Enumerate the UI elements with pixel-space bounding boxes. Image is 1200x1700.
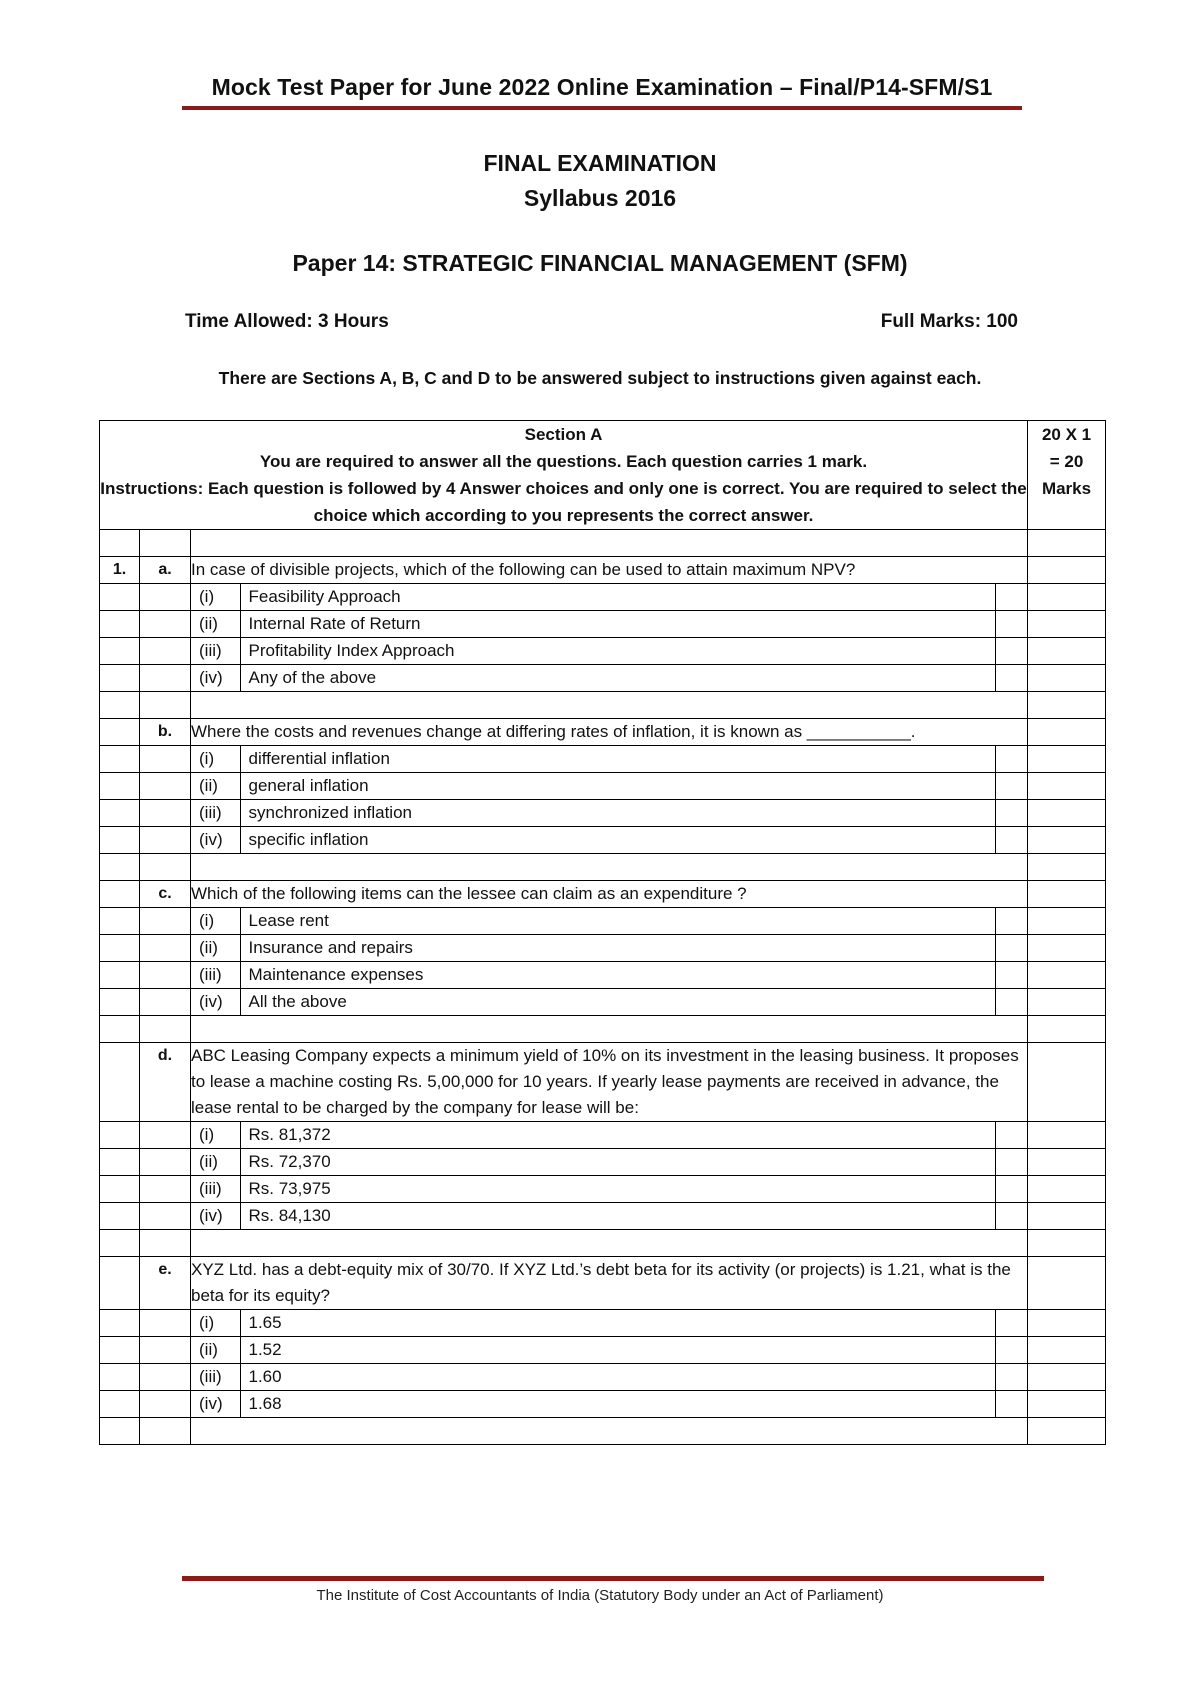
option-row (100, 638, 1106, 665)
option-number: (i) (191, 1310, 240, 1336)
option-table (191, 638, 1027, 664)
empty-cell (140, 989, 191, 1016)
empty-cell (100, 1016, 140, 1043)
option-table (191, 611, 1027, 637)
empty-cell (100, 692, 140, 719)
option-number: (i) (191, 1122, 240, 1148)
section-line-1: You are required to answer all the questions. Each question carries 1 mark. (259, 452, 868, 471)
empty-cell (1028, 692, 1106, 719)
option-text: specific inflation (240, 827, 996, 853)
empty-cell (140, 1122, 191, 1149)
empty-cell (100, 1122, 140, 1149)
option-cell (191, 935, 1028, 962)
question-row (100, 1257, 1106, 1310)
empty-cell (100, 989, 140, 1016)
option-text: Insurance and repairs (240, 935, 996, 961)
question-row (100, 881, 1106, 908)
option-cell (191, 746, 1028, 773)
questions-body (100, 557, 1106, 1445)
option-row (100, 935, 1106, 962)
spacer-row (100, 1418, 1106, 1445)
empty-cell (100, 908, 140, 935)
option-table (191, 1364, 1027, 1390)
option-answer-box (996, 1122, 1028, 1148)
option-number: (iv) (191, 1203, 240, 1229)
option-table (191, 584, 1027, 610)
option-inner-row (191, 1337, 1027, 1363)
marks-cell (1028, 1043, 1106, 1122)
spacer-row (100, 1230, 1106, 1257)
question-row (100, 1043, 1106, 1122)
option-row (100, 1391, 1106, 1418)
option-inner-row (191, 584, 1027, 610)
empty-cell (140, 665, 191, 692)
empty-cell (140, 692, 191, 719)
option-row (100, 827, 1106, 854)
option-text: synchronized inflation (240, 800, 996, 826)
empty-cell (140, 1203, 191, 1230)
option-table (191, 1203, 1027, 1229)
option-table (191, 962, 1027, 988)
empty-cell (140, 584, 191, 611)
empty-cell (100, 773, 140, 800)
option-answer-box (996, 1203, 1028, 1229)
empty-cell (140, 827, 191, 854)
option-cell (191, 1122, 1028, 1149)
option-number: (i) (191, 746, 240, 772)
footer-text: The Institute of Cost Accountants of India (Statutory Body under an Act of Parliament) (316, 1587, 884, 1604)
option-table (191, 800, 1027, 826)
empty-cell (140, 1016, 191, 1043)
option-number: (iii) (191, 962, 240, 988)
marks-line-3: Marks (1041, 479, 1092, 498)
option-cell (191, 1337, 1028, 1364)
option-answer-box (996, 611, 1028, 637)
option-row (100, 1122, 1106, 1149)
empty-cell (140, 1391, 191, 1418)
option-inner-row (191, 746, 1027, 772)
option-text: Internal Rate of Return (240, 611, 996, 637)
option-row (100, 746, 1106, 773)
syllabus-label: Syllabus 2016 (523, 185, 677, 211)
marks-cell (1028, 1310, 1106, 1337)
option-table (191, 773, 1027, 799)
option-text: Feasibility Approach (240, 584, 996, 610)
marks-cell (1028, 1122, 1106, 1149)
option-text: Any of the above (240, 665, 996, 691)
option-number: (iii) (191, 1176, 240, 1202)
option-table (191, 827, 1027, 853)
empty-cell (140, 962, 191, 989)
question-letter: e. (140, 1257, 191, 1310)
empty-cell (100, 854, 140, 881)
question-text: In case of divisible projects, which of the following can be used to attain maximum NPV? (191, 557, 1028, 584)
option-inner-row (191, 800, 1027, 826)
option-answer-box (996, 962, 1028, 988)
marks-cell (1028, 908, 1106, 935)
empty-cell (1028, 1230, 1106, 1257)
option-inner-row (191, 611, 1027, 637)
marks-cell (1028, 1203, 1106, 1230)
option-answer-box (996, 827, 1028, 853)
option-table (191, 935, 1027, 961)
marks-cell (1028, 827, 1106, 854)
option-answer-box (996, 935, 1028, 961)
empty-cell (100, 800, 140, 827)
option-cell (191, 827, 1028, 854)
question-letter: d. (140, 1043, 191, 1122)
marks-cell (1028, 1149, 1106, 1176)
option-number: (iv) (191, 1391, 240, 1417)
option-text: All the above (240, 989, 996, 1015)
empty-cell (100, 1310, 140, 1337)
question-number: 1. (100, 557, 140, 584)
question-letter: a. (140, 557, 191, 584)
option-number: (ii) (191, 611, 240, 637)
option-table (191, 1310, 1027, 1336)
empty-cell (140, 1337, 191, 1364)
empty-cell (140, 854, 191, 881)
option-number: (iv) (191, 989, 240, 1015)
option-row (100, 800, 1106, 827)
option-row (100, 611, 1106, 638)
marks-cell (1028, 665, 1106, 692)
option-text: 1.65 (240, 1310, 996, 1336)
section-instructions (100, 421, 1028, 530)
empty-cell (191, 1418, 1028, 1445)
empty-cell (100, 611, 140, 638)
marks-cell (1028, 638, 1106, 665)
empty-cell (100, 1149, 140, 1176)
option-table (191, 1391, 1027, 1417)
empty-cell (100, 584, 140, 611)
question-number (100, 719, 140, 746)
empty-cell (140, 1230, 191, 1257)
empty-cell (140, 1418, 191, 1445)
paper-title: Paper 14: STRATEGIC FINANCIAL MANAGEMENT (SFM) (292, 250, 908, 276)
option-inner-row (191, 935, 1027, 961)
option-inner-row (191, 827, 1027, 853)
option-inner-row (191, 908, 1027, 934)
option-text: differential inflation (240, 746, 996, 772)
option-number: (iii) (191, 800, 240, 826)
spacer-row (100, 1016, 1106, 1043)
empty-cell (140, 935, 191, 962)
empty-cell (100, 935, 140, 962)
question-number (100, 1257, 140, 1310)
question-text: Where the costs and revenues change at differing rates of inflation, it is known as ___________. (191, 719, 1028, 746)
option-answer-box (996, 1391, 1028, 1417)
marks-cell (1028, 1176, 1106, 1203)
option-table (191, 908, 1027, 934)
option-inner-row (191, 665, 1027, 691)
option-cell (191, 1391, 1028, 1418)
option-row (100, 908, 1106, 935)
option-table (191, 1149, 1027, 1175)
option-cell (191, 584, 1028, 611)
empty-cell (140, 1176, 191, 1203)
option-table (191, 1337, 1027, 1363)
option-answer-box (996, 1310, 1028, 1336)
option-number: (iv) (191, 827, 240, 853)
marks-cell (1028, 584, 1106, 611)
section-heading: Section A (524, 425, 603, 444)
full-marks: Full Marks: 100 (880, 311, 1018, 332)
empty-cell (100, 1176, 140, 1203)
option-answer-box (996, 800, 1028, 826)
spacer-row (100, 530, 1106, 557)
option-row (100, 1203, 1106, 1230)
empty-cell (100, 1391, 140, 1418)
option-row (100, 584, 1106, 611)
option-cell (191, 638, 1028, 665)
empty-cell (100, 962, 140, 989)
option-inner-row (191, 962, 1027, 988)
running-header-title: Mock Test Paper for June 2022 Online Examination – Final/P14-SFM/S1 (211, 74, 993, 100)
empty-cell (100, 1418, 140, 1445)
option-cell (191, 908, 1028, 935)
option-row (100, 665, 1106, 692)
option-text: Rs. 73,975 (240, 1176, 996, 1202)
option-answer-box (996, 989, 1028, 1015)
option-text: 1.68 (240, 1391, 996, 1417)
option-row (100, 1149, 1106, 1176)
marks-cell (1028, 881, 1106, 908)
option-inner-row (191, 989, 1027, 1015)
marks-cell (1028, 935, 1106, 962)
option-text: Maintenance expenses (240, 962, 996, 988)
empty-cell (140, 1310, 191, 1337)
option-cell (191, 989, 1028, 1016)
option-table (191, 989, 1027, 1015)
empty-cell (140, 638, 191, 665)
empty-cell (100, 1230, 140, 1257)
option-number: (iii) (191, 638, 240, 664)
option-cell (191, 665, 1028, 692)
option-row (100, 773, 1106, 800)
option-inner-row (191, 1203, 1027, 1229)
option-inner-row (191, 1149, 1027, 1175)
option-text: Lease rent (240, 908, 996, 934)
question-number (100, 881, 140, 908)
marks-cell (1028, 800, 1106, 827)
question-letter: c. (140, 881, 191, 908)
option-number: (ii) (191, 935, 240, 961)
option-cell (191, 1310, 1028, 1337)
option-text: Profitability Index Approach (240, 638, 996, 664)
option-row (100, 962, 1106, 989)
empty-cell (191, 854, 1028, 881)
option-cell (191, 962, 1028, 989)
option-cell (191, 800, 1028, 827)
empty-cell (140, 1364, 191, 1391)
option-table (191, 746, 1027, 772)
footer-rule (182, 1576, 1044, 1581)
option-cell (191, 1203, 1028, 1230)
question-letter: b. (140, 719, 191, 746)
marks-line-2: = 20 (1049, 452, 1084, 471)
empty-cell (100, 1364, 140, 1391)
option-inner-row (191, 773, 1027, 799)
marks-cell (1028, 557, 1106, 584)
option-row (100, 989, 1106, 1016)
option-row (100, 1176, 1106, 1203)
option-answer-box (996, 1176, 1028, 1202)
empty-cell (100, 1203, 140, 1230)
empty-cell (100, 827, 140, 854)
question-row (100, 557, 1106, 584)
option-number: (i) (191, 584, 240, 610)
empty-cell (100, 638, 140, 665)
empty-cell (140, 611, 191, 638)
empty-cell (1028, 1016, 1106, 1043)
option-answer-box (996, 1364, 1028, 1390)
marks-cell (1028, 1257, 1106, 1310)
question-text: Which of the following items can the lessee can claim as an expenditure ? (191, 881, 1028, 908)
option-number: (iii) (191, 1364, 240, 1390)
empty-cell (100, 746, 140, 773)
option-answer-box (996, 1337, 1028, 1363)
option-text: Rs. 84,130 (240, 1203, 996, 1229)
marks-cell (1028, 1364, 1106, 1391)
empty-cell (140, 1149, 191, 1176)
exam-title: FINAL EXAMINATION (483, 150, 717, 176)
option-table (191, 1176, 1027, 1202)
option-number: (ii) (191, 1337, 240, 1363)
option-table (191, 665, 1027, 691)
spacer-row (100, 854, 1106, 881)
option-row (100, 1310, 1106, 1337)
section-header-row (100, 421, 1106, 530)
option-answer-box (996, 908, 1028, 934)
marks-cell (1028, 962, 1106, 989)
question-table (99, 420, 1106, 1445)
empty-cell (140, 908, 191, 935)
option-number: (ii) (191, 773, 240, 799)
section-line-2: Instructions: Each question is followed by 4 Answer choices and only one is correct. You are required to select the choice which according to you represents the correct answer. (100, 479, 1027, 525)
marks-cell (1028, 1337, 1106, 1364)
marks-cell (1028, 989, 1106, 1016)
empty-cell (140, 773, 191, 800)
time-allowed: Time Allowed: 3 Hours (185, 311, 389, 332)
sections-note: There are Sections A, B, C and D to be answered subject to instructions given against each. (218, 368, 982, 388)
option-answer-box (996, 584, 1028, 610)
header-rule (182, 106, 1022, 110)
option-number: (ii) (191, 1149, 240, 1175)
option-inner-row (191, 1122, 1027, 1148)
option-table (191, 1122, 1027, 1148)
question-number (100, 1043, 140, 1122)
option-inner-row (191, 1310, 1027, 1336)
option-cell (191, 1149, 1028, 1176)
option-cell (191, 773, 1028, 800)
option-cell (191, 1176, 1028, 1203)
option-answer-box (996, 746, 1028, 772)
marks-line-1: 20 X 1 (1041, 425, 1092, 444)
option-row (100, 1364, 1106, 1391)
option-answer-box (996, 638, 1028, 664)
option-cell (191, 1364, 1028, 1391)
option-text: 1.52 (240, 1337, 996, 1363)
empty-cell (1028, 854, 1106, 881)
option-inner-row (191, 638, 1027, 664)
option-answer-box (996, 665, 1028, 691)
option-inner-row (191, 1176, 1027, 1202)
empty-cell (1028, 1418, 1106, 1445)
marks-cell (1028, 746, 1106, 773)
option-number: (i) (191, 908, 240, 934)
empty-cell (140, 800, 191, 827)
option-row (100, 1337, 1106, 1364)
option-text: Rs. 81,372 (240, 1122, 996, 1148)
spacer-row (100, 692, 1106, 719)
marks-cell (1028, 773, 1106, 800)
empty-cell (100, 1337, 140, 1364)
marks-cell (1028, 1391, 1106, 1418)
empty-cell (100, 665, 140, 692)
option-answer-box (996, 1149, 1028, 1175)
option-number: (iv) (191, 665, 240, 691)
option-answer-box (996, 773, 1028, 799)
marks-cell (1028, 719, 1106, 746)
empty-cell (140, 746, 191, 773)
option-inner-row (191, 1391, 1027, 1417)
question-text: ABC Leasing Company expects a minimum yield of 10% on its investment in the leasing business. It proposes to lease a machine costing Rs. 5,00,000 for 10 years. If yearly lease payments are received in advance, the lease rental to be charged by the company for lease will be: (191, 1043, 1028, 1122)
empty-cell (191, 692, 1028, 719)
marks-cell (1028, 611, 1106, 638)
question-text: XYZ Ltd. has a debt-equity mix of 30/70. If XYZ Ltd.’s debt beta for its activity (or projects) is 1.21, what is the beta for its equity? (191, 1257, 1028, 1310)
question-row (100, 719, 1106, 746)
option-text: 1.60 (240, 1364, 996, 1390)
option-inner-row (191, 1364, 1027, 1390)
empty-cell (191, 1016, 1028, 1043)
option-text: general inflation (240, 773, 996, 799)
option-text: Rs. 72,370 (240, 1149, 996, 1175)
empty-cell (191, 1230, 1028, 1257)
option-cell (191, 611, 1028, 638)
section-marks (1028, 421, 1106, 530)
